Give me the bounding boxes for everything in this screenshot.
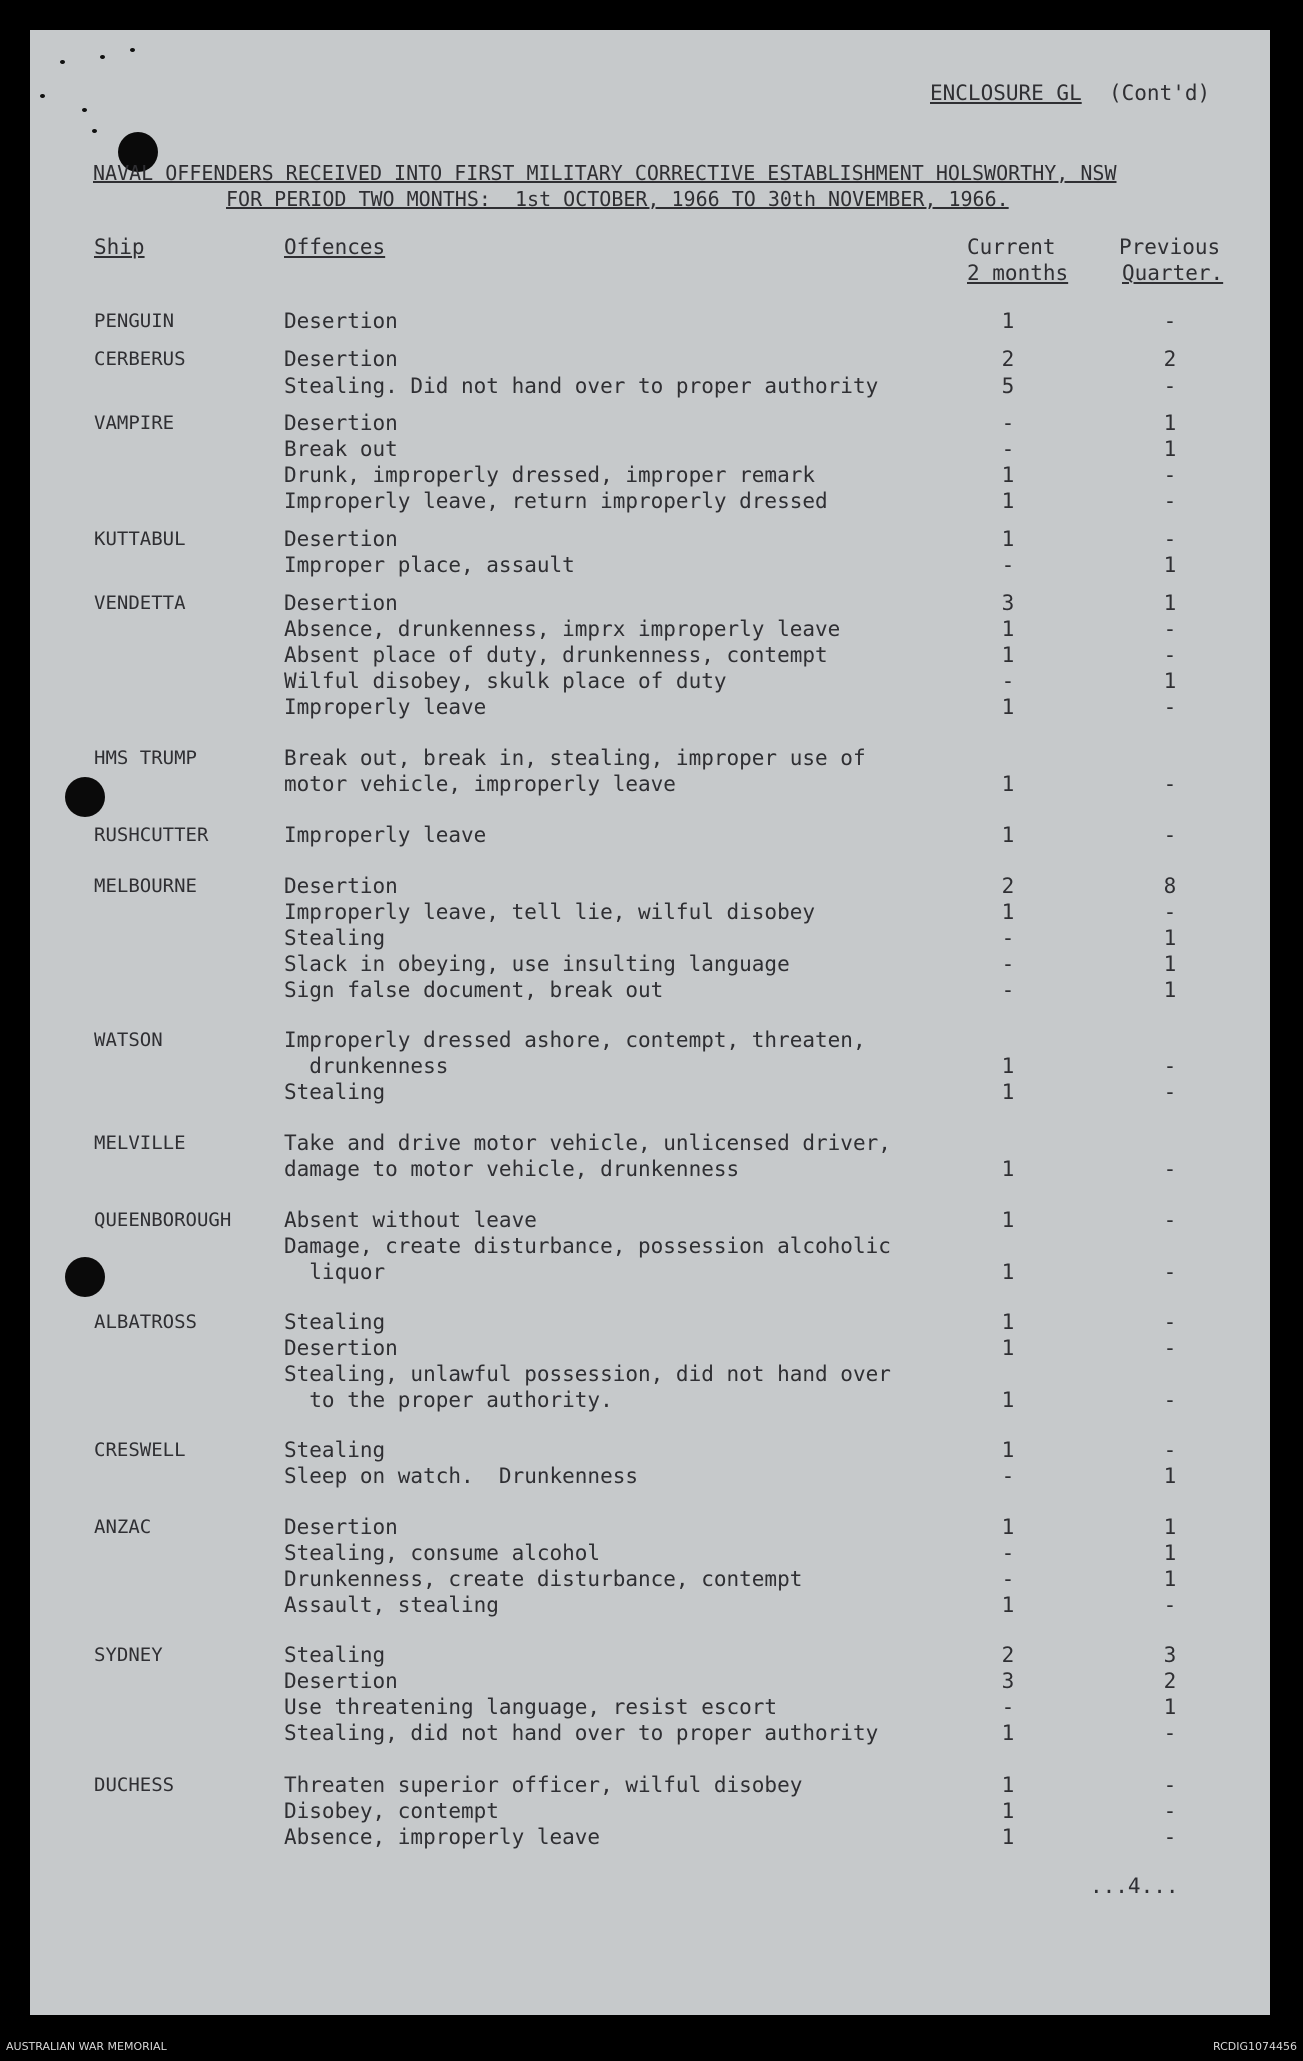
offence-text: Improper place, assault — [284, 553, 575, 577]
current-count: 1 — [1001, 1773, 1015, 1797]
previous-count: - — [1163, 900, 1177, 924]
ink-speck — [60, 60, 65, 64]
offence-text: Improperly leave — [284, 695, 487, 719]
contd-label: (Cont'd) — [1109, 81, 1211, 105]
current-count: 2 — [1001, 874, 1015, 898]
current-count: 1 — [1001, 527, 1015, 551]
offence-text: Sleep on watch. Drunkenness — [284, 1464, 639, 1488]
offence-text: Desertion — [284, 591, 398, 615]
ship-name: WATSON — [94, 1029, 163, 1051]
offence-text: Stealing, consume alcohol — [284, 1541, 601, 1565]
current-count: - — [1001, 437, 1015, 461]
ship-name: SYDNEY — [94, 1644, 163, 1666]
ship-name: CRESWELL — [94, 1439, 186, 1461]
offence-text: Damage, create disturbance, possession alcoholic — [284, 1234, 891, 1258]
offence-text: Break out, break in, stealing, improper use of — [284, 746, 866, 770]
previous-count: - — [1163, 1157, 1177, 1181]
previous-count: 1 — [1163, 1695, 1177, 1719]
offence-text: Sign false document, break out — [284, 978, 664, 1002]
current-count: 1 — [1001, 617, 1015, 641]
document-page — [30, 30, 1270, 2015]
ship-name: MELBOURNE — [94, 875, 197, 897]
offence-text: Desertion — [284, 527, 398, 551]
current-count: 3 — [1001, 591, 1015, 615]
offence-text: Absence, drunkenness, imprx improperly leave — [284, 617, 841, 641]
punch-hole — [65, 1257, 105, 1297]
current-column-subheader: 2 months — [967, 261, 1069, 285]
current-count: 1 — [1001, 1515, 1015, 1539]
previous-count: 8 — [1163, 874, 1177, 898]
current-count: 2 — [1001, 347, 1015, 371]
current-count: 1 — [1001, 1438, 1015, 1462]
ship-name: CERBERUS — [94, 348, 186, 370]
previous-count: - — [1163, 1721, 1177, 1745]
current-count: 1 — [1001, 463, 1015, 487]
offence-text: Use threatening language, resist escort — [284, 1695, 778, 1719]
offence-text: Drunkenness, create disturbance, contempt — [284, 1567, 803, 1591]
ship-name: KUTTABUL — [94, 528, 186, 550]
previous-count: - — [1163, 1799, 1177, 1823]
ink-speck — [40, 94, 45, 98]
offence-text: Improperly leave, return improperly dressed — [284, 489, 828, 513]
current-count: 1 — [1001, 1388, 1015, 1412]
current-count: - — [1001, 926, 1015, 950]
previous-count: - — [1163, 1825, 1177, 1849]
current-count: 1 — [1001, 1721, 1015, 1745]
offence-text: motor vehicle, improperly leave — [284, 772, 676, 796]
previous-count: 1 — [1163, 591, 1177, 615]
previous-count: - — [1163, 1310, 1177, 1334]
current-count: 1 — [1001, 823, 1015, 847]
previous-count: 1 — [1163, 978, 1177, 1002]
offence-text: Desertion — [284, 1515, 398, 1539]
ink-speck — [92, 129, 97, 133]
current-count: 1 — [1001, 1336, 1015, 1360]
previous-count: 1 — [1163, 553, 1177, 577]
previous-count: - — [1163, 309, 1177, 333]
previous-count: - — [1163, 374, 1177, 398]
previous-count: - — [1163, 1208, 1177, 1232]
footer-left-label: AUSTRALIAN WAR MEMORIAL — [6, 2040, 167, 2053]
page-marker: ...4... — [1090, 1874, 1179, 1898]
offence-text: Improperly leave, tell lie, wilful disobey — [284, 900, 816, 924]
title-line-1: NAVAL OFFENDERS RECEIVED INTO FIRST MILITARY CORRECTIVE ESTABLISHMENT HOLSWORTHY, NSW — [93, 161, 1117, 185]
ship-name: VAMPIRE — [94, 412, 175, 434]
current-count: 5 — [1001, 374, 1015, 398]
previous-count: 1 — [1163, 669, 1177, 693]
ship-name: HMS TRUMP — [94, 747, 197, 769]
ship-name: RUSHCUTTER — [94, 824, 209, 846]
current-count: 1 — [1001, 1825, 1015, 1849]
previous-count: - — [1163, 823, 1177, 847]
offence-text: Desertion — [284, 874, 398, 898]
offence-text: Disobey, contempt — [284, 1799, 499, 1823]
current-count: 1 — [1001, 1310, 1015, 1334]
previous-count: 1 — [1163, 1567, 1177, 1591]
offence-text: Stealing, did not hand over to proper authority — [284, 1721, 879, 1745]
offence-text: Threaten superior officer, wilful disobey — [284, 1773, 803, 1797]
offence-text: Absence, improperly leave — [284, 1825, 601, 1849]
current-count: 2 — [1001, 1643, 1015, 1667]
current-count: 1 — [1001, 1799, 1015, 1823]
offence-text: drunkenness — [284, 1054, 449, 1078]
previous-count: - — [1163, 1080, 1177, 1104]
offence-text: Stealing — [284, 1310, 386, 1334]
previous-count: - — [1163, 1593, 1177, 1617]
punch-hole — [65, 777, 105, 817]
current-count: 1 — [1001, 1208, 1015, 1232]
previous-count: - — [1163, 527, 1177, 551]
ink-speck — [100, 55, 105, 59]
current-count: 1 — [1001, 489, 1015, 513]
offence-text: Desertion — [284, 411, 398, 435]
ink-speck — [130, 48, 135, 52]
previous-count: 2 — [1163, 347, 1177, 371]
offence-text: Stealing — [284, 926, 386, 950]
current-count: 1 — [1001, 1260, 1015, 1284]
current-count: 1 — [1001, 1157, 1015, 1181]
offence-text: Improperly leave — [284, 823, 487, 847]
ship-name: DUCHESS — [94, 1774, 175, 1796]
previous-count: 1 — [1163, 411, 1177, 435]
previous-count: - — [1163, 643, 1177, 667]
current-count: 1 — [1001, 1593, 1015, 1617]
archive-footer — [0, 2021, 1303, 2061]
offence-text: Desertion — [284, 347, 398, 371]
previous-count: - — [1163, 463, 1177, 487]
previous-count: 1 — [1163, 926, 1177, 950]
current-count: 1 — [1001, 309, 1015, 333]
previous-count: - — [1163, 1388, 1177, 1412]
previous-count: 1 — [1163, 952, 1177, 976]
previous-count: 1 — [1163, 1515, 1177, 1539]
offence-text: Break out — [284, 437, 398, 461]
offence-text: damage to motor vehicle, drunkenness — [284, 1157, 740, 1181]
enclosure-label: ENCLOSURE GL — [930, 81, 1082, 105]
title-line-2: FOR PERIOD TWO MONTHS: 1st OCTOBER, 1966 TO 30th NOVEMBER, 1966. — [226, 187, 1009, 211]
offence-text: Absent without leave — [284, 1208, 537, 1232]
previous-count: - — [1163, 1260, 1177, 1284]
previous-count: - — [1163, 617, 1177, 641]
current-count: 1 — [1001, 695, 1015, 719]
ship-name: PENGUIN — [94, 310, 175, 332]
offence-text: Stealing — [284, 1643, 386, 1667]
previous-count: - — [1163, 772, 1177, 796]
offences-column-header: Offences — [284, 235, 386, 259]
offence-text: Improperly dressed ashore, contempt, threaten, — [284, 1028, 866, 1052]
ship-column-header: Ship — [94, 235, 145, 259]
offence-text: Desertion — [284, 1336, 398, 1360]
ship-name: MELVILLE — [94, 1132, 186, 1154]
previous-count: - — [1163, 1438, 1177, 1462]
previous-column-subheader: Quarter. — [1122, 261, 1224, 285]
offence-text: liquor — [284, 1260, 386, 1284]
offence-text: Wilful disobey, skulk place of duty — [284, 669, 727, 693]
offence-text: Desertion — [284, 1669, 398, 1693]
ship-name: ALBATROSS — [94, 1311, 197, 1333]
previous-count: - — [1163, 695, 1177, 719]
current-count: 1 — [1001, 1080, 1015, 1104]
previous-count: - — [1163, 1336, 1177, 1360]
offence-text: Assault, stealing — [284, 1593, 499, 1617]
offence-text: Stealing, unlawful possession, did not hand over — [284, 1362, 891, 1386]
current-column-header: Current — [967, 235, 1056, 259]
offence-text: Stealing — [284, 1438, 386, 1462]
ship-name: ANZAC — [94, 1516, 152, 1538]
offence-text: Desertion — [284, 309, 398, 333]
current-count: 1 — [1001, 900, 1015, 924]
previous-count: 3 — [1163, 1643, 1177, 1667]
previous-count: - — [1163, 1773, 1177, 1797]
current-count: 1 — [1001, 772, 1015, 796]
offence-text: to the proper authority. — [284, 1388, 613, 1412]
current-count: - — [1001, 669, 1015, 693]
current-count: - — [1001, 553, 1015, 577]
current-count: - — [1001, 411, 1015, 435]
current-count: - — [1001, 1541, 1015, 1565]
offence-text: Stealing — [284, 1080, 386, 1104]
offence-text: Slack in obeying, use insulting language — [284, 952, 790, 976]
previous-count: 1 — [1163, 1541, 1177, 1565]
previous-count: 1 — [1163, 1464, 1177, 1488]
current-count: - — [1001, 1464, 1015, 1488]
current-count: - — [1001, 1695, 1015, 1719]
footer-right-label: RCDIG1074456 — [1212, 2040, 1297, 2053]
offence-text: Absent place of duty, drunkenness, contempt — [284, 643, 828, 667]
ship-name: QUEENBOROUGH — [94, 1209, 232, 1231]
current-count: - — [1001, 978, 1015, 1002]
current-count: 1 — [1001, 643, 1015, 667]
current-count: 3 — [1001, 1669, 1015, 1693]
previous-column-header: Previous — [1119, 235, 1221, 259]
offence-text: Stealing. Did not hand over to proper authority — [284, 374, 879, 398]
ship-name: VENDETTA — [94, 592, 186, 614]
previous-count: - — [1163, 1054, 1177, 1078]
previous-count: - — [1163, 489, 1177, 513]
current-count: - — [1001, 1567, 1015, 1591]
previous-count: 1 — [1163, 437, 1177, 461]
current-count: 1 — [1001, 1054, 1015, 1078]
current-count: - — [1001, 952, 1015, 976]
offence-text: Take and drive motor vehicle, unlicensed driver, — [284, 1131, 891, 1155]
previous-count: 2 — [1163, 1669, 1177, 1693]
ink-speck — [82, 108, 87, 112]
offence-text: Drunk, improperly dressed, improper remark — [284, 463, 816, 487]
